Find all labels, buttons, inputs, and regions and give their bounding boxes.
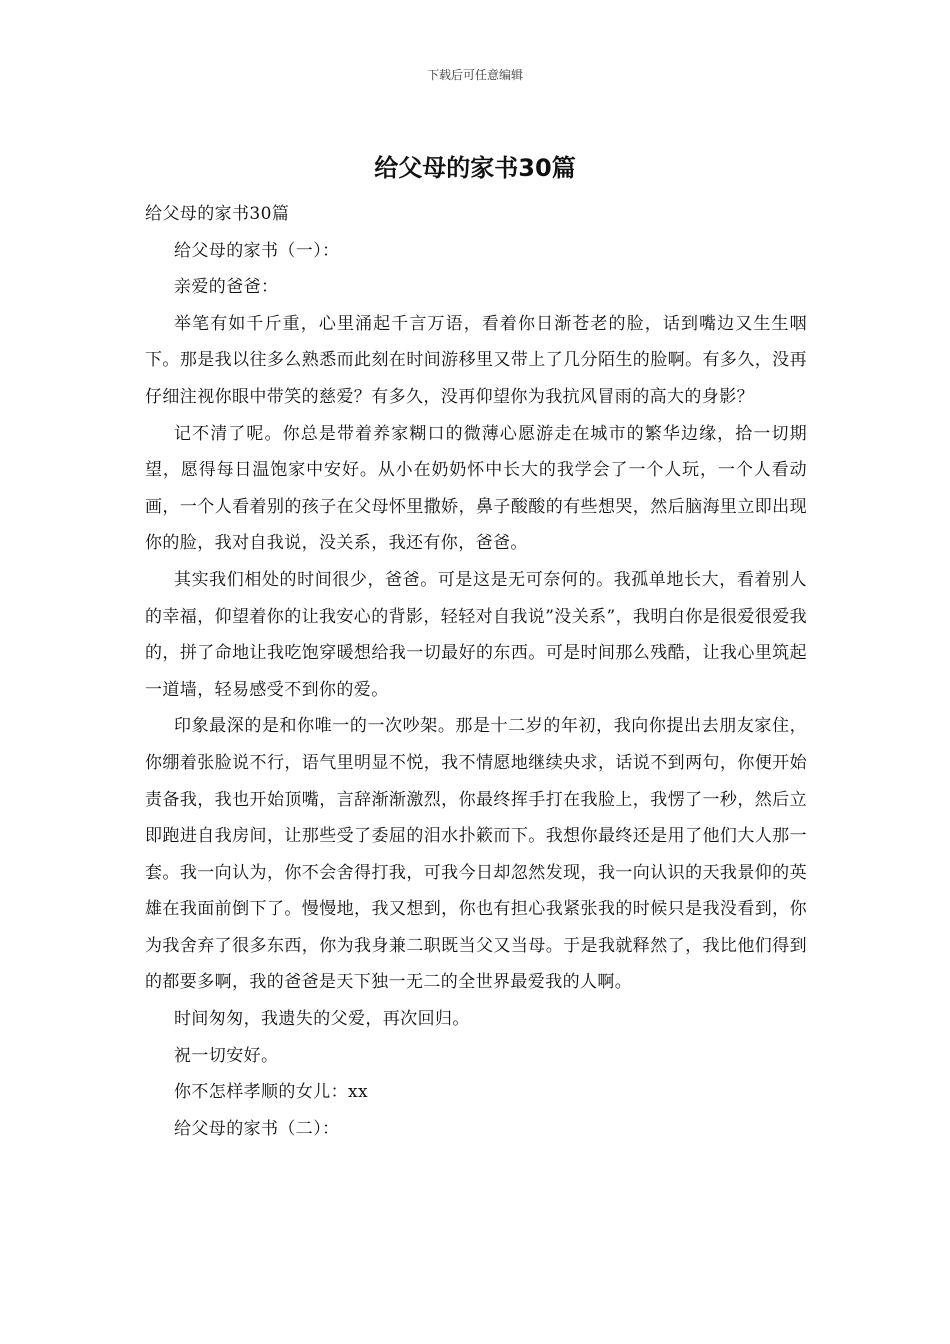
paragraph-salutation: 亲爱的爸爸： bbox=[174, 277, 279, 298]
paragraph-letter-heading-1: 给父母的家书（一）： bbox=[174, 240, 340, 261]
paragraph: 其实我们相处的时间很少，爸爸。可是这是无可奈何的。我孤单地长大，看着别人的幸福，仰望着你的让我安心的背影，轻轻对自我说”没关系”，我明白你是很爱很爱我的，拼了命地让我吃饱穿暖想给我一切最好的东西。可是时间那么残酷，让我心里筑起一道墙，轻易感受不到你的爱。 bbox=[145, 569, 807, 700]
document-body bbox=[145, 196, 807, 1147]
paragraph-letter-heading-2: 给父母的家书（二）： bbox=[174, 1118, 340, 1139]
paragraph: 印象最深的是和你唯一的一次吵架。那是十二岁的年初，我向你提出去朋友家住，你绷着张脸说不行，语气里明显不悦，我不情愿地继续央求，话说不到两句，你便开始责备我，我也开始顶嘴，言辞渐渐激烈，你最终挥手打在我脸上，我愣了一秒，然后立即跑进自我房间，让那些受了委屈的泪水扑簌而下。我想你最终还是用了他们大人那一套。我一向认为，你不会舍得打我，可我今日却忽然发现，我一向认识的天我景仰的英雄在我面前倒下了。慢慢地，我又想到，你也有担心我紧张我的时候只是我没看到，你为我舍弃了很多东西，你为我身兼二职既当父又当母。于是我就释然了，我比他们得到的都要多啊，我的爸爸是天下独一无二的全世界最爱我的人啊。 bbox=[145, 716, 807, 993]
header-note: 下载后可任意编辑 bbox=[426, 68, 523, 82]
paragraph: 时间匆匆，我遗失的父爱，再次回归。 bbox=[174, 1009, 470, 1030]
paragraph-closing: 祝一切安好。 bbox=[174, 1045, 279, 1066]
paragraph: 举笔有如千斤重，心里涌起千言万语，看着你日渐苍老的脸，话到嘴边又生生咽下。那是我以往多么熟悉而此刻在时间游移里又带上了几分陌生的脸啊。有多久，没再仔细注视你眼中带笑的慈爱？有多久，没再仰望你为我抗风冒雨的高大的身影？ bbox=[145, 313, 807, 407]
paragraph: 记不清了呢。你总是带着养家糊口的微薄心愿游走在城市的繁华边缘，拾一切期望，愿得每日温饱家中安好。从小在奶奶怀中长大的我学会了一个人玩，一个人看动画，一个人看着别的孩子在父母怀里撒娇，鼻子酸酸的有些想哭，然后脑海里立即出现你的脸，我对自我说，没关系，我还有你，爸爸。 bbox=[145, 423, 807, 554]
document-title: 给父母的家书30篇 bbox=[374, 154, 576, 182]
paragraph-signature: 你不怎样孝顺的女儿：xx bbox=[174, 1082, 368, 1103]
paragraph-subtitle: 给父母的家书30篇 bbox=[145, 204, 290, 224]
